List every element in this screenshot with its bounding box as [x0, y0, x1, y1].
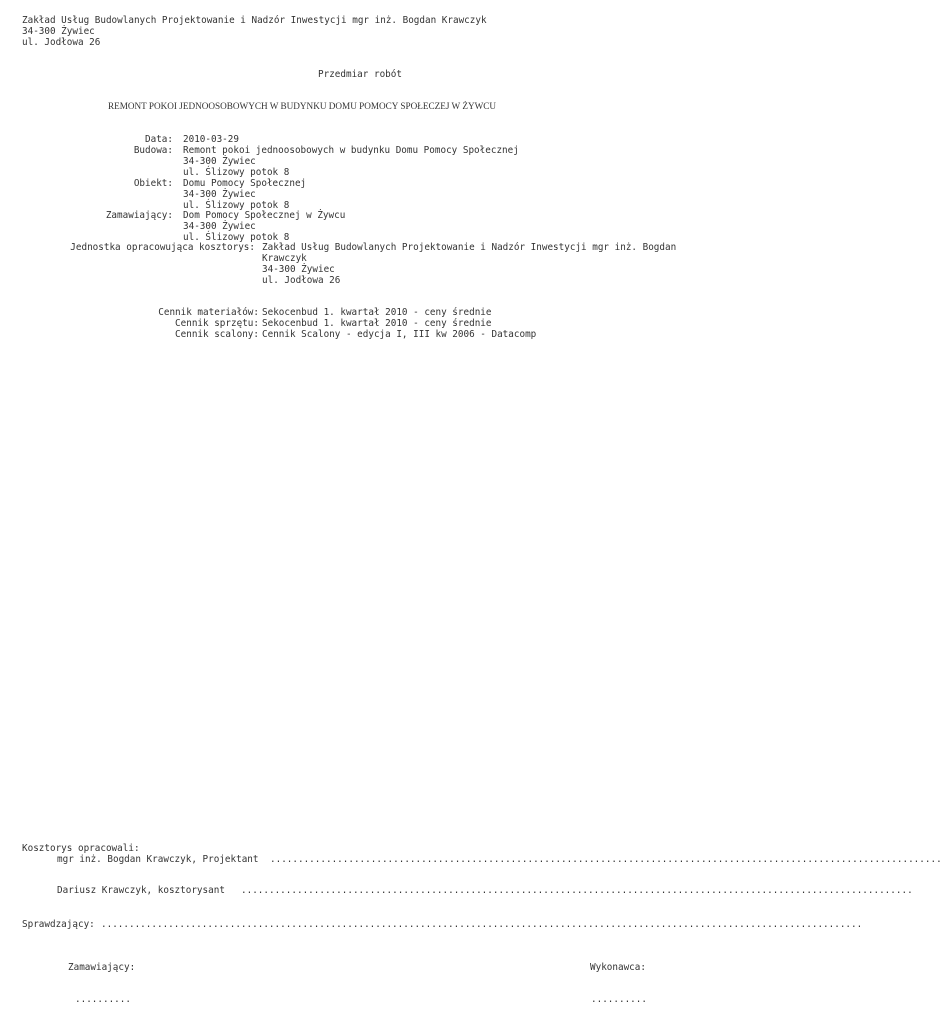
- zamawiajacy-line-3: ul. Ślizowy potok 8: [183, 232, 290, 243]
- person1-name: mgr inż. Bogdan Krawczyk, Projektant: [57, 854, 259, 865]
- company-name: Zakład Usług Budowlanych Projektowanie i Nadzór Inwestycji mgr inż. Bogdan Krawczyk: [22, 15, 487, 26]
- jednostka-label: Jednostka opracowująca kosztorys:: [70, 242, 255, 253]
- sprawdzajacy-signature-line: ........................................................................................................................................: [101, 919, 863, 930]
- wykonawca-signature-line: ..........: [591, 994, 647, 1005]
- budowa-label: Budowa:: [133, 145, 173, 156]
- jednostka-line-4: ul. Jodłowa 26: [262, 275, 341, 286]
- cennik-sprzetu-label: Cennik sprzętu:: [175, 318, 259, 329]
- budowa-line-1: Remont pokoi jednoosobowych w budynku Domu Pomocy Społecznej: [183, 145, 519, 156]
- obiekt-line-1: Domu Pomocy Społecznej: [183, 178, 307, 189]
- zamawiajacy-line-1: Dom Pomocy Społecznej w Żywcu: [183, 210, 346, 221]
- zamawiajacy-signature-line: ..........: [75, 994, 131, 1005]
- zamawiajacy-sign-label: Zamawiający:: [68, 962, 136, 973]
- cennik-materialow-value: Sekocenbud 1. kwartał 2010 - ceny średnie: [262, 307, 492, 318]
- opracowali-label: Kosztorys opracowali:: [22, 843, 140, 854]
- person2-signature-line: ........................................................................................................................: [241, 885, 913, 896]
- jednostka-line-1: Zakład Usług Budowlanych Projektowanie i Nadzór Inwestycji mgr inż. Bogdan: [262, 242, 677, 253]
- person2-name: Dariusz Krawczyk, kosztorysant: [57, 885, 225, 896]
- cennik-materialow-label: Cennik materiałów:: [158, 307, 259, 318]
- sprawdzajacy-label: Sprawdzający:: [22, 919, 95, 930]
- obiekt-label: Obiekt:: [133, 178, 173, 189]
- data-value: 2010-03-29: [183, 134, 239, 145]
- zamawiajacy-label: Zamawiający:: [105, 210, 173, 221]
- cennik-scalony-value: Cennik Scalony - edycja I, III kw 2006 - Datacomp: [262, 329, 537, 340]
- obiekt-line-2: 34-300 Żywiec: [183, 189, 256, 200]
- cennik-scalony-label: Cennik scalony:: [175, 329, 259, 340]
- company-city: 34-300 Żywiec: [22, 26, 95, 37]
- project-title: REMONT POKOI JEDNOOSOBOWYCH W BUDYNKU DOMU POMOCY SPOŁECZEJ W ŻYWCU: [108, 101, 497, 111]
- person1-signature-line: ........................................................................................................................: [270, 854, 942, 865]
- jednostka-line-3: 34-300 Żywiec: [262, 264, 335, 275]
- document-title: Przedmiar robót: [318, 69, 402, 80]
- company-street: ul. Jodłowa 26: [22, 37, 101, 48]
- budowa-line-2: 34-300 Żywiec: [183, 156, 256, 167]
- obiekt-line-3: ul. Ślizowy potok 8: [183, 200, 290, 211]
- jednostka-line-2: Krawczyk: [262, 253, 307, 264]
- wykonawca-sign-label: Wykonawca:: [590, 962, 646, 973]
- budowa-line-3: ul. Ślizowy potok 8: [183, 167, 290, 178]
- data-label: Data:: [145, 134, 173, 145]
- zamawiajacy-line-2: 34-300 Żywiec: [183, 221, 256, 232]
- cennik-sprzetu-value: Sekocenbud 1. kwartał 2010 - ceny średnie: [262, 318, 492, 329]
